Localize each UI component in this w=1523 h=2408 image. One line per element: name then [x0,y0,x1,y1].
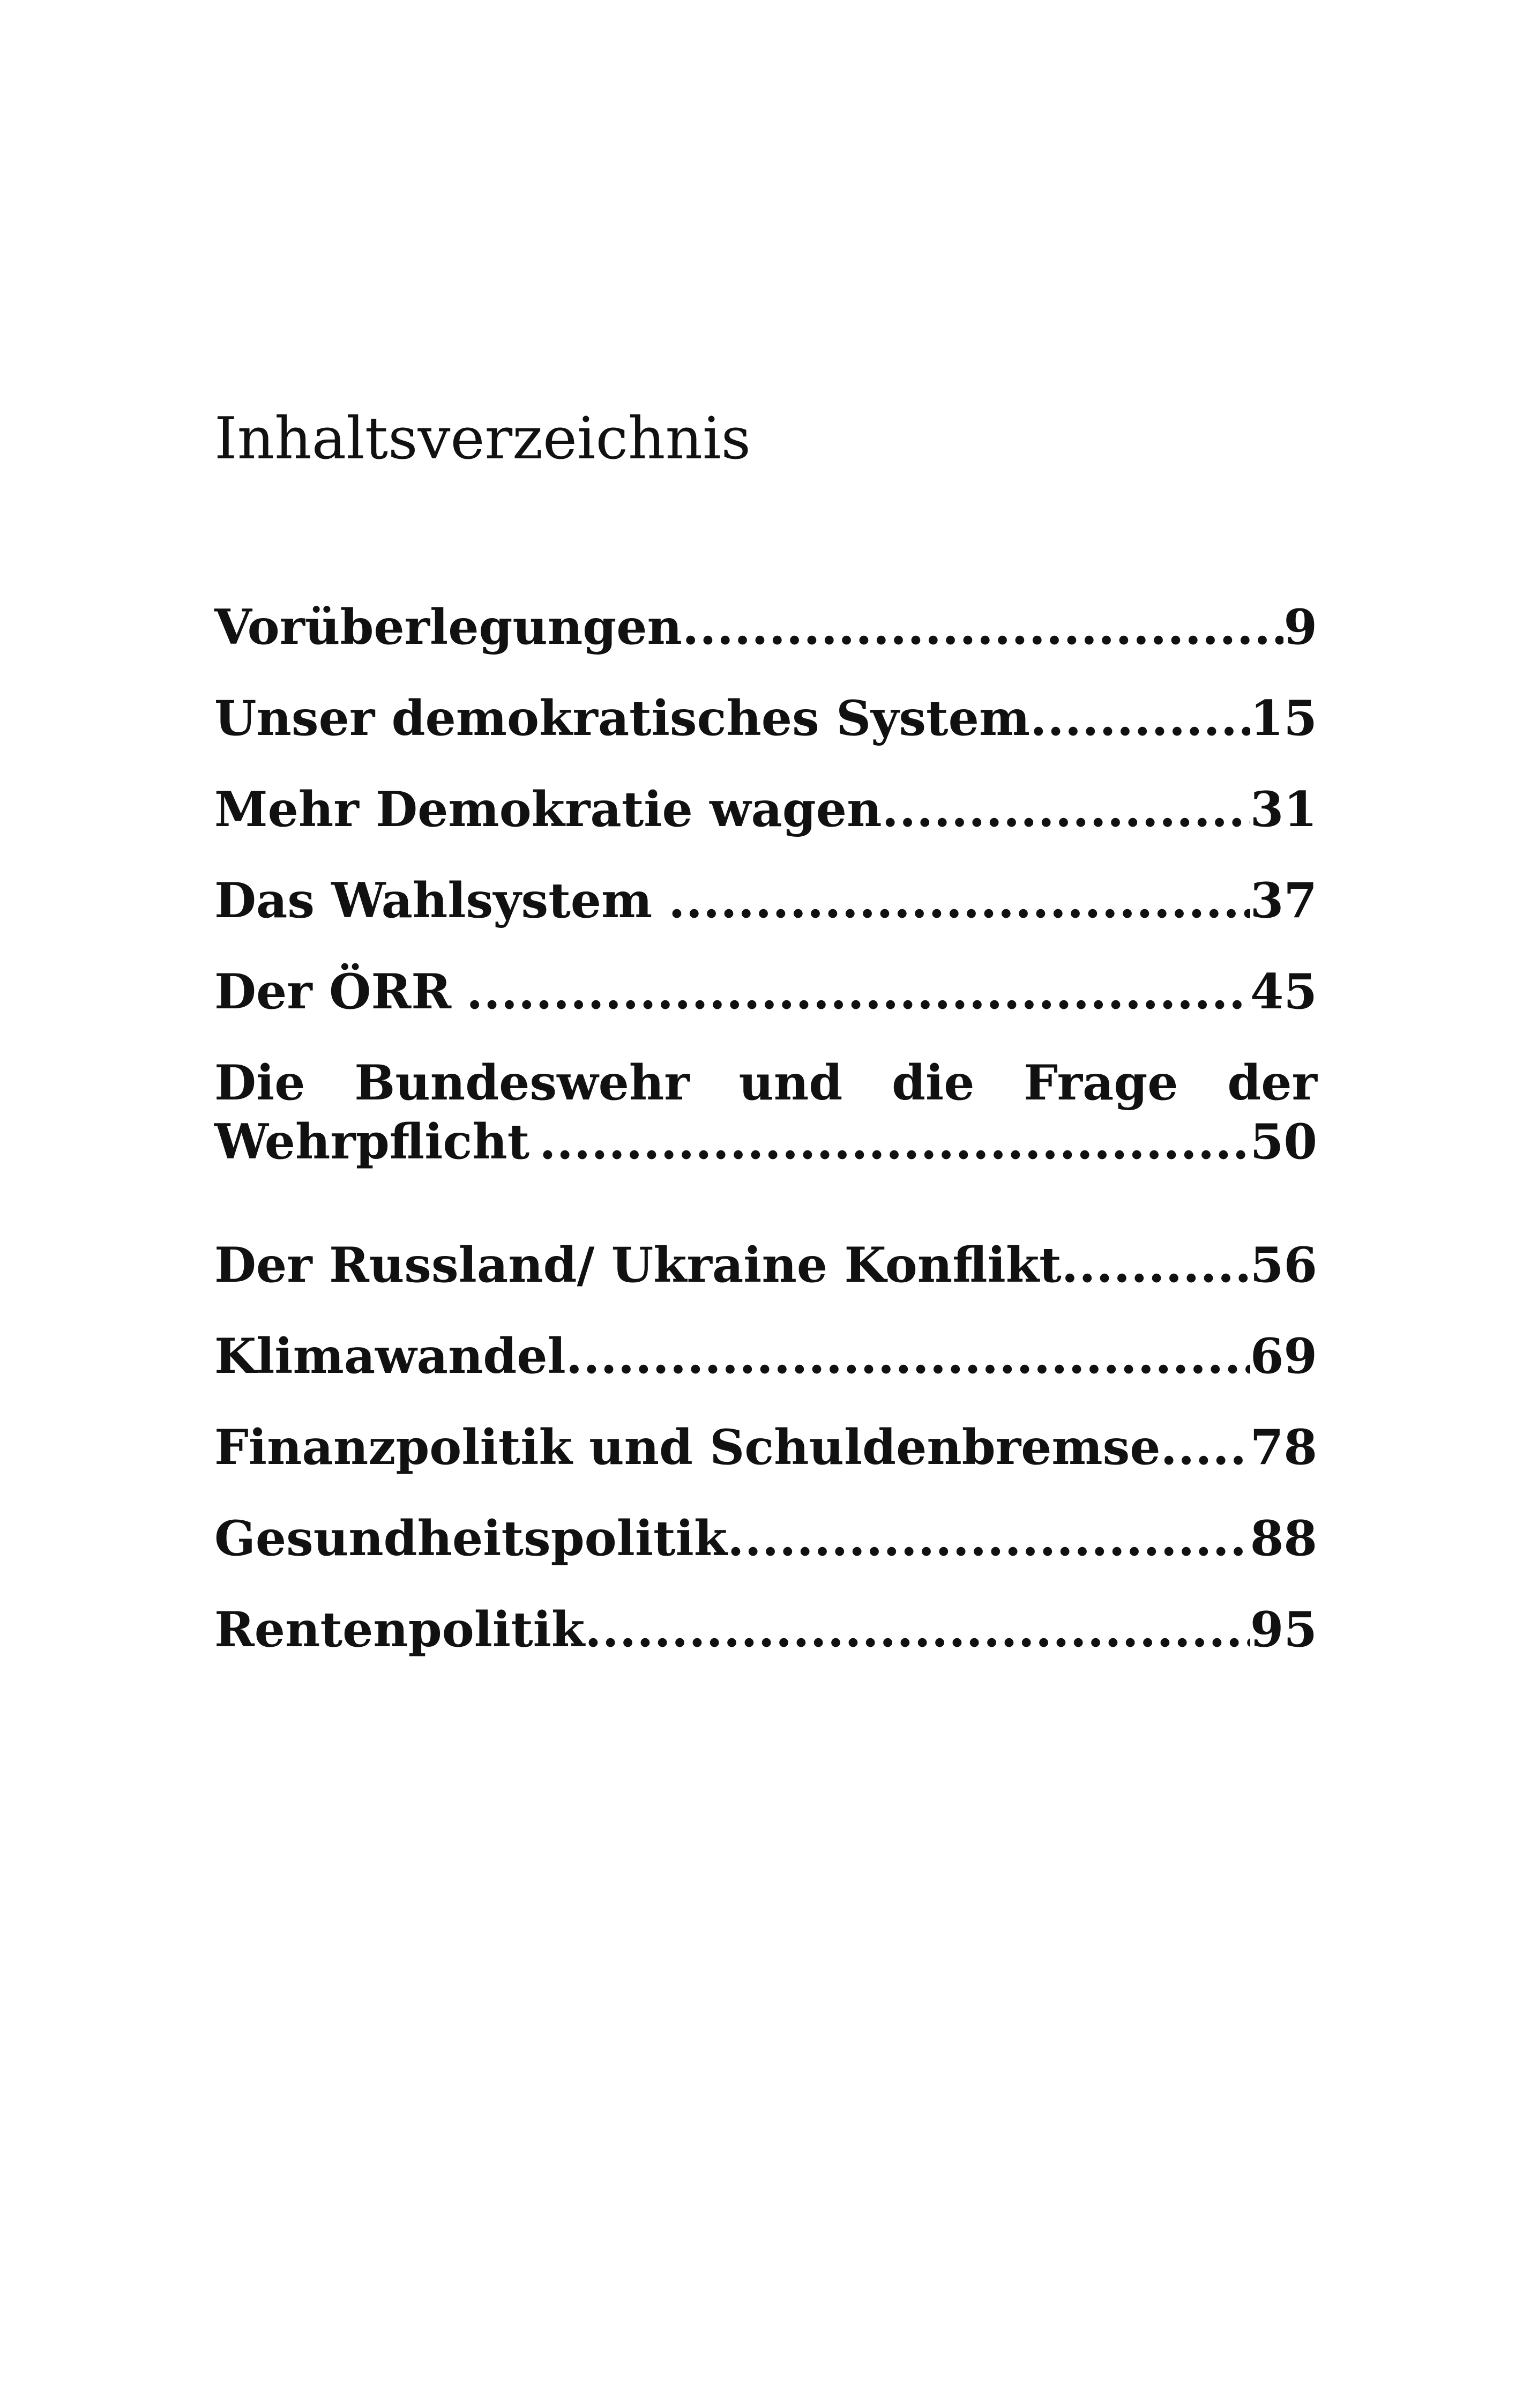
toc-page-number: 15 [1250,690,1317,747]
toc-entry-title: Vorüberlegungen [214,599,682,656]
toc-page-number: 9 [1283,599,1317,656]
toc-page-number: 69 [1250,1328,1317,1385]
toc-entry[interactable] [214,1601,1317,1697]
toc-entry[interactable] [214,781,1317,876]
toc-dot-leader [882,785,1250,834]
toc-page-number: 56 [1250,1237,1317,1294]
toc-entry-title: Das Wahlsystem [214,872,653,929]
toc-entry-word: und [738,1054,843,1111]
toc-entry-word: Bundeswehr [354,1054,690,1111]
toc-entry-word: Frage [1024,1054,1178,1111]
toc-entry[interactable] [214,1237,1317,1332]
toc-entry-word: der [1227,1054,1317,1111]
toc-entry[interactable] [214,1419,1317,1514]
toc-page-number: 37 [1250,872,1317,929]
toc-dot-leader [566,1332,1250,1380]
toc-dot-leader [1161,1423,1250,1471]
toc-dot-leader [682,603,1283,651]
toc-entry[interactable] [214,599,1317,694]
toc-entry-title: Gesundheitspolitik [214,1510,728,1567]
toc-entry-word: Die [214,1054,305,1111]
toc-entry-title: Finanzpolitik und Schuldenbremse [214,1419,1161,1476]
toc-entry[interactable] [214,1510,1317,1606]
toc-entry[interactable] [214,1328,1317,1423]
toc-entry[interactable] [214,690,1317,785]
toc-entry-title: Wehrpflicht [214,1113,530,1170]
toc-dot-leader [585,1606,1250,1654]
toc-entry-title: Unser demokratisches System [214,690,1031,747]
toc-page-number: 95 [1250,1601,1317,1658]
toc-entry-title: Rentenpolitik [214,1601,585,1658]
toc-entry[interactable] [214,963,1317,1059]
toc-entry[interactable] [214,1054,1317,1241]
toc-page-number: 50 [1250,1113,1317,1170]
toc-page-number: 31 [1250,781,1317,838]
toc-page-number: 45 [1250,963,1317,1020]
toc-entry-title-line [214,1054,1317,1118]
toc-list [214,599,1317,1697]
toc-entry-title: Der Russland/ Ukraine Konflikt [214,1237,1062,1294]
toc-entry-title-line [214,1113,1317,1241]
toc-entry-word: die [892,1054,975,1111]
toc-heading: Inhaltsverzeichnis [214,405,751,472]
toc-dot-leader [727,1514,1250,1563]
toc-dot-leader [1030,694,1250,742]
toc-entry[interactable] [214,872,1317,968]
toc-entry-title: Der ÖRR [214,963,452,1020]
toc-entry-title: Mehr Demokratie wagen [214,781,882,838]
toc-dot-leader [466,968,1250,1016]
toc-dot-leader [668,876,1250,925]
toc-page-number: 78 [1250,1419,1317,1476]
toc-page-number: 88 [1250,1510,1317,1567]
toc-dot-leader [539,1118,1250,1166]
toc-entry-title: Klimawandel [214,1328,566,1385]
toc-dot-leader [1062,1241,1250,1289]
